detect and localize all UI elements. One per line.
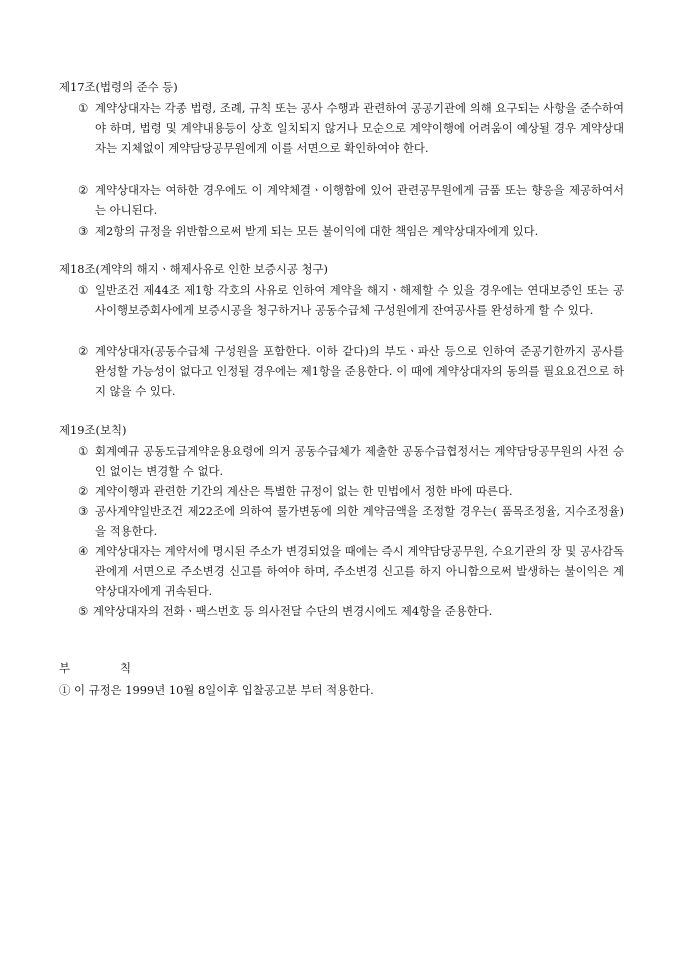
clause-number: ①	[78, 444, 89, 458]
clause-text: 공사계약일반조건 제22조에 의하여 물가변동에 의한 계약금액을 조정할 경우는( 품목조정율, 지수조정율)을 적용한다.	[95, 504, 624, 538]
article-19-clause-1	[78, 441, 624, 481]
article-17-title: 제17조(법령의 준수 등)	[59, 80, 178, 94]
clause-text: 제2항의 규정을 위반함으로써 받게 되는 모든 불이익에 대한 책임은 계약상대자에게 있다.	[95, 224, 539, 238]
article-19-clause-5	[78, 601, 624, 621]
clause-number: ③	[78, 224, 89, 238]
clause-text: 일반조건 제44조 제1항 각호의 사유로 인하여 계약을 해지ㆍ해제할 수 있을 경우에는 연대보증인 또는 공사이행보증회사에게 보증시공을 청구하거나 공동수급체 구성원에게 잔여공사를 완성하게 할 수 있다.	[95, 283, 624, 317]
clause-text: 회계예규 공동도급계약운용요령에 의거 공동수급체가 제출한 공동수급협정서는 계약담당공무원의 사전 승인 없이는 변경할 수 없다.	[95, 444, 624, 478]
clause-text: 계약상대자(공동수급체 구성원을 포함한다. 이하 같다)의 부도ㆍ파산 등으로 인하여 준공기한까지 공사를 완성할 가능성이 없다고 인정될 경우에는 제1항을 준용한다. 이 때에 계약상대자의 동의를 필요요건으로 하지 않을 수 있다.	[95, 344, 624, 398]
appendix-title-left: 부	[59, 661, 71, 675]
article-19-clause-2	[78, 481, 624, 501]
clause-text: 계약상대자는 계약서에 명시된 주소가 변경되었을 때에는 즉시 계약담당공무원, 수요기관의 장 및 공사감독관에게 서면으로 주소변경 신고를 하여야 하며, 주소변경 신고를 하지 아니함으로써 발생하는 불이익은 계약상대자에게 귀속된다.	[95, 544, 624, 598]
article-19-clause-4	[78, 541, 624, 601]
clause-text: 계약상대자의 전화ㆍ팩스번호 등 의사전달 수단의 변경시에도 제4항을 준용한다.	[93, 604, 493, 618]
article-17-clause-2	[78, 180, 624, 220]
clause-number: ②	[78, 484, 89, 498]
clause-number: ③	[78, 504, 89, 518]
article-18-title: 제18조(계약의 해지ㆍ해제사유로 인한 보증시공 청구)	[59, 262, 328, 276]
article-19-clause-3	[78, 501, 624, 541]
clause-number: ⑤	[78, 604, 89, 618]
clause-number: ①	[78, 101, 89, 115]
article-19-title: 제19조(보칙)	[59, 423, 127, 437]
clause-text: 계약이행과 관련한 기간의 계산은 특별한 규정이 없는 한 민법에서 정한 바에 따른다.	[95, 484, 513, 498]
article-18-clause-1	[78, 280, 624, 320]
appendix-title	[59, 661, 131, 676]
article-17-clause-1	[78, 98, 624, 158]
clause-number: ②	[78, 183, 89, 197]
clause-number: ①	[78, 283, 89, 297]
clause-text: 계약상대자는 각종 법령, 조례, 규칙 또는 공사 수행과 관련하여 공공기관에 의해 요구되는 사항을 준수하여야 하며, 법령 및 계약내용등이 상호 일치되지 않거나 모순으로 계약이행에 어려움이 예상될 경우 계약상대자는 지체없이 계약담당공무원에게 이를 서면으로 확인하여야 한다.	[95, 101, 624, 155]
clause-number: ②	[78, 344, 89, 358]
appendix-item: ① 이 규정은 1999년 10월 8일이후 입찰공고분 부터 적용한다.	[59, 683, 374, 697]
clause-text: 계약상대자는 여하한 경우에도 이 계약체결ㆍ이행함에 있어 관련공무원에게 금품 또는 향응을 제공하여서는 아니된다.	[95, 183, 624, 217]
clause-number: ④	[78, 544, 89, 558]
article-18-clause-2	[78, 341, 624, 401]
appendix-title-right: 칙	[120, 661, 132, 675]
article-17-clause-3	[78, 221, 624, 241]
